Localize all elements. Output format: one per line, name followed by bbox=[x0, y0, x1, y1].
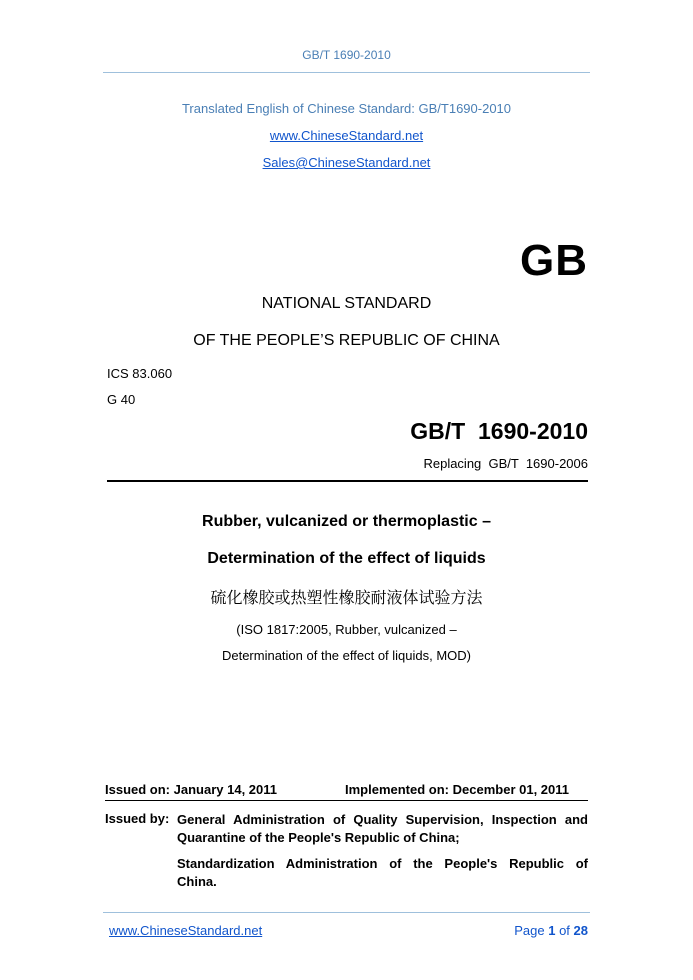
issuer-org2 bbox=[177, 855, 588, 891]
issuer-org2-line2: China. bbox=[177, 874, 217, 889]
national-standard-heading: NATIONAL STANDARD bbox=[261, 295, 432, 312]
implemented-on bbox=[345, 782, 569, 797]
footer-divider bbox=[103, 912, 590, 913]
issued-date: January 14, 2011 bbox=[173, 782, 277, 797]
issued-label: Issued on: bbox=[105, 782, 171, 797]
implemented-label: Implemented on: bbox=[345, 782, 450, 797]
page-label: Page bbox=[514, 923, 545, 938]
replacing-text: Replacing GB/T 1690-2006 bbox=[423, 456, 588, 471]
implemented-date: December 01, 2011 bbox=[452, 782, 570, 797]
issuer-org1-line2: Quarantine of the People's Republic of China; bbox=[177, 830, 460, 845]
standard-number: GB/T 1690-2010 bbox=[410, 418, 588, 444]
republic-heading: OF THE PEOPLE’S REPUBLIC OF CHINA bbox=[193, 332, 500, 349]
doc-title-line2: Determination of the effect of liquids bbox=[207, 550, 486, 567]
header-code: GB/T 1690-2010 bbox=[302, 48, 391, 62]
header-divider bbox=[103, 72, 590, 73]
title-divider bbox=[107, 480, 588, 482]
issuer-org2-line1: Standardization Administration of the People's Republic of bbox=[177, 856, 588, 871]
doc-title-line1: Rubber, vulcanized or thermoplastic – bbox=[202, 513, 491, 530]
page-total: 28 bbox=[573, 923, 588, 938]
page-of: of bbox=[559, 923, 570, 938]
page-indicator bbox=[514, 923, 588, 938]
dates-divider bbox=[105, 800, 588, 801]
iso-reference-line2: Determination of the effect of liquids, MOD) bbox=[221, 648, 472, 663]
page-current: 1 bbox=[548, 923, 556, 938]
translation-line: Translated English of Chinese Standard: GB/T1690-2010 bbox=[181, 101, 512, 116]
email-link[interactable]: Sales@ChineseStandard.net bbox=[262, 155, 431, 170]
gb-logo: GB bbox=[520, 236, 588, 285]
ccs-code: G 40 bbox=[107, 392, 136, 407]
issuer-org1 bbox=[177, 811, 588, 847]
issued-on bbox=[105, 782, 277, 797]
issued-by-label: Issued by: bbox=[105, 811, 170, 826]
issuer-org1-line1: General Administration of Quality Supervision, Inspection and bbox=[177, 812, 588, 827]
doc-title-chinese: 硫化橡胶或热塑性橡胶耐液体试验方法 bbox=[210, 588, 483, 607]
footer-website-link[interactable]: www.ChineseStandard.net bbox=[109, 923, 263, 938]
website-link[interactable]: www.ChineseStandard.net bbox=[269, 128, 424, 143]
iso-reference-line1: (ISO 1817:2005, Rubber, vulcanized – bbox=[236, 622, 457, 637]
ics-code: ICS 83.060 bbox=[107, 366, 173, 381]
